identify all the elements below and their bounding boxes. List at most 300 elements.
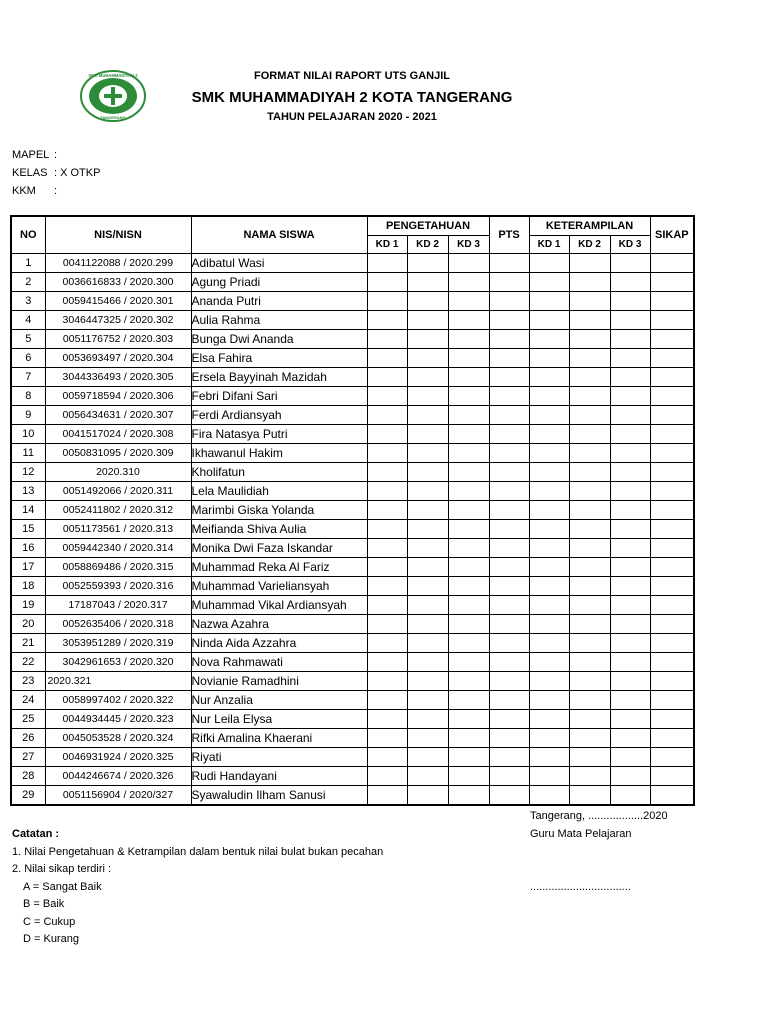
keterampilan-kd2-cell[interactable]: [569, 729, 610, 748]
pengetahuan-kd1-cell[interactable]: [367, 273, 407, 292]
keterampilan-kd1-cell[interactable]: [529, 387, 569, 406]
table-row: [11, 501, 694, 520]
pengetahuan-kd3-cell[interactable]: [448, 596, 489, 615]
header-k-kd1: KD 1: [529, 236, 569, 254]
keterampilan-kd1-cell[interactable]: [529, 311, 569, 330]
student-no: 9: [11, 406, 45, 425]
pengetahuan-kd2-cell[interactable]: [407, 254, 448, 273]
pengetahuan-kd2-cell[interactable]: [407, 691, 448, 710]
student-name: Fira Natasya Putri: [191, 425, 367, 444]
sikap-cell-cell[interactable]: [650, 482, 694, 501]
pengetahuan-kd1-cell[interactable]: [367, 786, 407, 806]
pts-cell-cell[interactable]: [489, 710, 529, 729]
keterampilan-kd3-cell[interactable]: [610, 577, 650, 596]
keterampilan-kd1-cell[interactable]: [529, 368, 569, 387]
pengetahuan-kd3-cell[interactable]: [448, 292, 489, 311]
school-name: SMK MUHAMMADIYAH 2 KOTA TANGERANG: [191, 89, 513, 106]
keterampilan-kd1-cell[interactable]: [529, 406, 569, 425]
pts-cell-cell[interactable]: [489, 558, 529, 577]
student-no: 21: [11, 634, 45, 653]
header-nama: NAMA SISWA: [191, 216, 367, 254]
header-no: NO: [11, 216, 45, 254]
pengetahuan-kd3-cell[interactable]: [448, 729, 489, 748]
pengetahuan-kd1-cell[interactable]: [367, 691, 407, 710]
student-no: 15: [11, 520, 45, 539]
pengetahuan-kd3-cell[interactable]: [448, 558, 489, 577]
meta-info: [12, 146, 100, 200]
pts-cell-cell[interactable]: [489, 330, 529, 349]
pengetahuan-kd3-cell[interactable]: [448, 501, 489, 520]
sikap-cell-cell[interactable]: [650, 368, 694, 387]
student-nis: 0050831095 / 2020.309: [45, 444, 191, 463]
student-nis: 3042961653 / 2020.320: [45, 653, 191, 672]
sikap-cell-cell[interactable]: [650, 748, 694, 767]
keterampilan-kd2-cell[interactable]: [569, 767, 610, 786]
sikap-cell-cell[interactable]: [650, 729, 694, 748]
sikap-cell-cell[interactable]: [650, 615, 694, 634]
pengetahuan-kd1-cell[interactable]: [367, 501, 407, 520]
pengetahuan-kd3-cell[interactable]: [448, 368, 489, 387]
sikap-cell-cell[interactable]: [650, 273, 694, 292]
keterampilan-kd2-cell[interactable]: [569, 596, 610, 615]
pengetahuan-kd2-cell[interactable]: [407, 482, 448, 501]
keterampilan-kd1-cell[interactable]: [529, 786, 569, 806]
pts-cell-cell[interactable]: [489, 748, 529, 767]
pengetahuan-kd2-cell[interactable]: [407, 463, 448, 482]
keterampilan-kd3-cell[interactable]: [610, 444, 650, 463]
pengetahuan-kd2-cell[interactable]: [407, 387, 448, 406]
pts-cell-cell[interactable]: [489, 292, 529, 311]
pengetahuan-kd1-cell[interactable]: [367, 254, 407, 273]
keterampilan-kd3-cell[interactable]: [610, 596, 650, 615]
student-nis: 0051156904 / 2020/327: [45, 786, 191, 806]
pengetahuan-kd2-cell[interactable]: [407, 273, 448, 292]
sikap-cell-cell[interactable]: [650, 387, 694, 406]
keterampilan-kd3-cell[interactable]: [610, 292, 650, 311]
note-item-2: 2. Nilai sikap terdiri :: [12, 863, 112, 875]
pengetahuan-kd1-cell[interactable]: [367, 425, 407, 444]
header-k-kd3: KD 3: [610, 236, 650, 254]
pts-cell-cell[interactable]: [489, 273, 529, 292]
pengetahuan-kd2-cell[interactable]: [407, 634, 448, 653]
pts-cell-cell[interactable]: [489, 311, 529, 330]
keterampilan-kd1-cell[interactable]: [529, 615, 569, 634]
keterampilan-kd1-cell[interactable]: [529, 292, 569, 311]
keterampilan-kd1-cell[interactable]: [529, 577, 569, 596]
student-no: 3: [11, 292, 45, 311]
pts-cell-cell[interactable]: [489, 729, 529, 748]
pengetahuan-kd2-cell[interactable]: [407, 292, 448, 311]
sikap-cell-cell[interactable]: [650, 463, 694, 482]
sikap-cell-cell[interactable]: [650, 444, 694, 463]
keterampilan-kd1-cell[interactable]: [529, 558, 569, 577]
keterampilan-kd3-cell[interactable]: [610, 482, 650, 501]
student-no: 27: [11, 748, 45, 767]
keterampilan-kd1-cell[interactable]: [529, 463, 569, 482]
keterampilan-kd2-cell[interactable]: [569, 634, 610, 653]
student-nis: 0036616833 / 2020.300: [45, 273, 191, 292]
keterampilan-kd3-cell[interactable]: [610, 615, 650, 634]
keterampilan-kd2-cell[interactable]: [569, 615, 610, 634]
keterampilan-kd3-cell[interactable]: [610, 539, 650, 558]
keterampilan-kd1-cell[interactable]: [529, 691, 569, 710]
student-no: 12: [11, 463, 45, 482]
logo-text-bottom: TANGERANG: [100, 115, 126, 120]
student-nis: 3053951289 / 2020.319: [45, 634, 191, 653]
pts-cell-cell[interactable]: [489, 254, 529, 273]
student-name: Syawaludin Ilham Sanusi: [191, 786, 367, 806]
student-nis: 0059442340 / 2020.314: [45, 539, 191, 558]
student-no: 7: [11, 368, 45, 387]
student-nis: 0045053528 / 2020.324: [45, 729, 191, 748]
keterampilan-kd2-cell[interactable]: [569, 273, 610, 292]
sikap-cell-cell[interactable]: [650, 292, 694, 311]
pengetahuan-kd3-cell[interactable]: [448, 482, 489, 501]
keterampilan-kd1-cell[interactable]: [529, 444, 569, 463]
keterampilan-kd3-cell[interactable]: [610, 425, 650, 444]
header-pts: PTS: [489, 216, 529, 254]
pengetahuan-kd1-cell[interactable]: [367, 634, 407, 653]
keterampilan-kd2-cell[interactable]: [569, 710, 610, 729]
pengetahuan-kd1-cell[interactable]: [367, 387, 407, 406]
keterampilan-kd2-cell[interactable]: [569, 311, 610, 330]
sikap-cell-cell[interactable]: [650, 786, 694, 806]
keterampilan-kd1-cell[interactable]: [529, 672, 569, 691]
student-nis: 0052559393 / 2020.316: [45, 577, 191, 596]
sikap-cell-cell[interactable]: [650, 577, 694, 596]
student-no: 20: [11, 615, 45, 634]
pengetahuan-kd2-cell[interactable]: [407, 368, 448, 387]
pts-cell-cell[interactable]: [489, 634, 529, 653]
pengetahuan-kd2-cell[interactable]: [407, 539, 448, 558]
keterampilan-kd2-cell[interactable]: [569, 463, 610, 482]
pengetahuan-kd2-cell[interactable]: [407, 596, 448, 615]
pengetahuan-kd3-cell[interactable]: [448, 330, 489, 349]
keterampilan-kd1-cell[interactable]: [529, 634, 569, 653]
pengetahuan-kd1-cell[interactable]: [367, 311, 407, 330]
pengetahuan-kd2-cell[interactable]: [407, 349, 448, 368]
keterampilan-kd1-cell[interactable]: [529, 596, 569, 615]
pts-cell-cell[interactable]: [489, 444, 529, 463]
pengetahuan-kd3-cell[interactable]: [448, 615, 489, 634]
keterampilan-kd1-cell[interactable]: [529, 254, 569, 273]
keterampilan-kd1-cell[interactable]: [529, 653, 569, 672]
sikap-cell-cell[interactable]: [650, 311, 694, 330]
student-nis: 0041122088 / 2020.299: [45, 254, 191, 273]
note-item-1: 1. Nilai Pengetahuan & Ketrampilan dalam bentuk nilai bulat bukan pecahan: [12, 845, 384, 858]
pts-cell-cell[interactable]: [489, 501, 529, 520]
pts-cell-cell[interactable]: [489, 577, 529, 596]
pengetahuan-kd2-cell[interactable]: [407, 748, 448, 767]
table-row: [11, 482, 694, 501]
sikap-cell-cell[interactable]: [650, 558, 694, 577]
pengetahuan-kd1-cell[interactable]: [367, 767, 407, 786]
table-row: [11, 786, 694, 806]
student-no: 10: [11, 425, 45, 444]
pengetahuan-kd3-cell[interactable]: [448, 273, 489, 292]
sikap-cell-cell[interactable]: [650, 406, 694, 425]
pts-cell-cell[interactable]: [489, 520, 529, 539]
pengetahuan-kd3-cell[interactable]: [448, 387, 489, 406]
pengetahuan-kd2-cell[interactable]: [407, 558, 448, 577]
pts-cell-cell[interactable]: [489, 672, 529, 691]
student-name: Nur Anzalia: [191, 691, 367, 710]
keterampilan-kd1-cell[interactable]: [529, 482, 569, 501]
keterampilan-kd3-cell[interactable]: [610, 786, 650, 806]
pengetahuan-kd3-cell[interactable]: [448, 425, 489, 444]
table-row: [11, 615, 694, 634]
sikap-cell-cell[interactable]: [650, 710, 694, 729]
pengetahuan-kd1-cell[interactable]: [367, 577, 407, 596]
pts-cell-cell[interactable]: [489, 406, 529, 425]
keterampilan-kd3-cell[interactable]: [610, 653, 650, 672]
sikap-cell-cell[interactable]: [650, 254, 694, 273]
grade-c: C = Cukup: [23, 915, 76, 928]
pengetahuan-kd3-cell[interactable]: [448, 311, 489, 330]
keterampilan-kd3-cell[interactable]: [610, 387, 650, 406]
pengetahuan-kd1-cell[interactable]: [367, 406, 407, 425]
pengetahuan-kd3-cell[interactable]: [448, 520, 489, 539]
student-name: Monika Dwi Faza Iskandar: [191, 539, 367, 558]
keterampilan-kd2-cell[interactable]: [569, 387, 610, 406]
pengetahuan-kd3-cell[interactable]: [448, 653, 489, 672]
pengetahuan-kd3-cell[interactable]: [448, 539, 489, 558]
keterampilan-kd2-cell[interactable]: [569, 577, 610, 596]
keterampilan-kd1-cell[interactable]: [529, 330, 569, 349]
table-row: [11, 634, 694, 653]
student-no: 17: [11, 558, 45, 577]
pts-cell-cell[interactable]: [489, 615, 529, 634]
pengetahuan-kd1-cell[interactable]: [367, 653, 407, 672]
kkm-value: :: [54, 185, 58, 197]
pengetahuan-kd1-cell[interactable]: [367, 748, 407, 767]
keterampilan-kd2-cell[interactable]: [569, 444, 610, 463]
keterampilan-kd3-cell[interactable]: [610, 748, 650, 767]
pengetahuan-kd1-cell[interactable]: [367, 539, 407, 558]
kelas-value: : X OTKP: [54, 167, 101, 179]
pts-cell-cell[interactable]: [489, 482, 529, 501]
pengetahuan-kd2-cell[interactable]: [407, 444, 448, 463]
keterampilan-kd3-cell[interactable]: [610, 558, 650, 577]
keterampilan-kd2-cell[interactable]: [569, 330, 610, 349]
logo-text-top: SMK MUHAMMADIYAH 2: [88, 73, 138, 78]
pts-cell-cell[interactable]: [489, 767, 529, 786]
pts-cell-cell[interactable]: [489, 368, 529, 387]
pengetahuan-kd1-cell[interactable]: [367, 482, 407, 501]
keterampilan-kd2-cell[interactable]: [569, 558, 610, 577]
pengetahuan-kd2-cell[interactable]: [407, 330, 448, 349]
pengetahuan-kd3-cell[interactable]: [448, 349, 489, 368]
student-name: Muhammad Reka Al Fariz: [191, 558, 367, 577]
pts-cell-cell[interactable]: [489, 691, 529, 710]
sikap-cell-cell[interactable]: [650, 767, 694, 786]
keterampilan-kd3-cell[interactable]: [610, 254, 650, 273]
pengetahuan-kd3-cell[interactable]: [448, 577, 489, 596]
grade-b: B = Baik: [23, 898, 65, 910]
keterampilan-kd2-cell[interactable]: [569, 368, 610, 387]
pts-cell-cell[interactable]: [489, 387, 529, 406]
pts-cell-cell[interactable]: [489, 349, 529, 368]
student-no: 5: [11, 330, 45, 349]
keterampilan-kd1-cell[interactable]: [529, 729, 569, 748]
student-no: 4: [11, 311, 45, 330]
keterampilan-kd2-cell[interactable]: [569, 539, 610, 558]
keterampilan-kd1-cell[interactable]: [529, 425, 569, 444]
pengetahuan-kd2-cell[interactable]: [407, 710, 448, 729]
student-nis: 0053693497 / 2020.304: [45, 349, 191, 368]
sikap-cell-cell[interactable]: [650, 634, 694, 653]
pengetahuan-kd2-cell[interactable]: [407, 520, 448, 539]
keterampilan-kd2-cell[interactable]: [569, 672, 610, 691]
pts-cell-cell[interactable]: [489, 653, 529, 672]
pengetahuan-kd2-cell[interactable]: [407, 311, 448, 330]
pengetahuan-kd3-cell[interactable]: [448, 672, 489, 691]
keterampilan-kd3-cell[interactable]: [610, 311, 650, 330]
keterampilan-kd2-cell[interactable]: [569, 520, 610, 539]
pengetahuan-kd1-cell[interactable]: [367, 520, 407, 539]
pengetahuan-kd3-cell[interactable]: [448, 463, 489, 482]
student-name: Rifki Amalina Khaerani: [191, 729, 367, 748]
pengetahuan-kd2-cell[interactable]: [407, 425, 448, 444]
keterampilan-kd2-cell[interactable]: [569, 349, 610, 368]
keterampilan-kd3-cell[interactable]: [610, 634, 650, 653]
keterampilan-kd2-cell[interactable]: [569, 691, 610, 710]
table-row: [11, 596, 694, 615]
header-p-kd3: KD 3: [448, 236, 489, 254]
pengetahuan-kd2-cell[interactable]: [407, 729, 448, 748]
keterampilan-kd1-cell[interactable]: [529, 710, 569, 729]
keterampilan-kd3-cell[interactable]: [610, 330, 650, 349]
pengetahuan-kd1-cell[interactable]: [367, 672, 407, 691]
sikap-cell-cell[interactable]: [650, 596, 694, 615]
sikap-cell-cell[interactable]: [650, 330, 694, 349]
pengetahuan-kd3-cell[interactable]: [448, 406, 489, 425]
table-row: [11, 292, 694, 311]
pengetahuan-kd2-cell[interactable]: [407, 577, 448, 596]
pengetahuan-kd3-cell[interactable]: [448, 748, 489, 767]
sikap-cell-cell[interactable]: [650, 672, 694, 691]
student-nis: 0051492066 / 2020.311: [45, 482, 191, 501]
pengetahuan-kd3-cell[interactable]: [448, 691, 489, 710]
pengetahuan-kd1-cell[interactable]: [367, 463, 407, 482]
sikap-cell-cell[interactable]: [650, 501, 694, 520]
student-no: 22: [11, 653, 45, 672]
keterampilan-kd1-cell[interactable]: [529, 539, 569, 558]
keterampilan-kd3-cell[interactable]: [610, 520, 650, 539]
pengetahuan-kd3-cell[interactable]: [448, 767, 489, 786]
pengetahuan-kd2-cell[interactable]: [407, 615, 448, 634]
keterampilan-kd2-cell[interactable]: [569, 425, 610, 444]
keterampilan-kd3-cell[interactable]: [610, 767, 650, 786]
keterampilan-kd1-cell[interactable]: [529, 767, 569, 786]
student-name: Febri Difani Sari: [191, 387, 367, 406]
student-no: 29: [11, 786, 45, 806]
student-nis: 2020.321: [45, 672, 191, 691]
keterampilan-kd1-cell[interactable]: [529, 748, 569, 767]
keterampilan-kd3-cell[interactable]: [610, 368, 650, 387]
sikap-cell-cell[interactable]: [650, 520, 694, 539]
pts-cell-cell[interactable]: [489, 425, 529, 444]
keterampilan-kd2-cell[interactable]: [569, 748, 610, 767]
table-row: [11, 254, 694, 273]
pengetahuan-kd2-cell[interactable]: [407, 406, 448, 425]
pengetahuan-kd1-cell[interactable]: [367, 729, 407, 748]
pengetahuan-kd1-cell[interactable]: [367, 710, 407, 729]
keterampilan-kd1-cell[interactable]: [529, 349, 569, 368]
pengetahuan-kd1-cell[interactable]: [367, 349, 407, 368]
pengetahuan-kd2-cell[interactable]: [407, 653, 448, 672]
pengetahuan-kd1-cell[interactable]: [367, 596, 407, 615]
student-nis: 17187043 / 2020.317: [45, 596, 191, 615]
keterampilan-kd3-cell[interactable]: [610, 729, 650, 748]
keterampilan-kd3-cell[interactable]: [610, 406, 650, 425]
keterampilan-kd3-cell[interactable]: [610, 710, 650, 729]
header-keterampilan: KETERAMPILAN: [529, 216, 650, 236]
keterampilan-kd1-cell[interactable]: [529, 501, 569, 520]
pengetahuan-kd1-cell[interactable]: [367, 292, 407, 311]
keterampilan-kd3-cell[interactable]: [610, 273, 650, 292]
keterampilan-kd2-cell[interactable]: [569, 406, 610, 425]
keterampilan-kd2-cell[interactable]: [569, 292, 610, 311]
pengetahuan-kd1-cell[interactable]: [367, 444, 407, 463]
kkm-label: KKM: [12, 185, 36, 197]
keterampilan-kd2-cell[interactable]: [569, 254, 610, 273]
pengetahuan-kd3-cell[interactable]: [448, 254, 489, 273]
pengetahuan-kd1-cell[interactable]: [367, 558, 407, 577]
keterampilan-kd2-cell[interactable]: [569, 653, 610, 672]
pengetahuan-kd2-cell[interactable]: [407, 767, 448, 786]
student-no: 16: [11, 539, 45, 558]
sikap-cell-cell[interactable]: [650, 691, 694, 710]
student-name: Ninda Aida Azzahra: [191, 634, 367, 653]
pengetahuan-kd3-cell[interactable]: [448, 444, 489, 463]
pengetahuan-kd3-cell[interactable]: [448, 634, 489, 653]
sikap-cell-cell[interactable]: [650, 539, 694, 558]
pengetahuan-kd1-cell[interactable]: [367, 615, 407, 634]
keterampilan-kd2-cell[interactable]: [569, 786, 610, 806]
keterampilan-kd3-cell[interactable]: [610, 349, 650, 368]
keterampilan-kd1-cell[interactable]: [529, 273, 569, 292]
keterampilan-kd1-cell[interactable]: [529, 520, 569, 539]
sikap-cell-cell[interactable]: [650, 653, 694, 672]
pts-cell-cell[interactable]: [489, 786, 529, 806]
keterampilan-kd3-cell[interactable]: [610, 672, 650, 691]
pts-cell-cell[interactable]: [489, 463, 529, 482]
table-row: [11, 558, 694, 577]
pengetahuan-kd3-cell[interactable]: [448, 786, 489, 806]
keterampilan-kd3-cell[interactable]: [610, 463, 650, 482]
academic-year: TAHUN PELAJARAN 2020 - 2021: [267, 111, 437, 123]
pengetahuan-kd2-cell[interactable]: [407, 672, 448, 691]
keterampilan-kd3-cell[interactable]: [610, 501, 650, 520]
pts-cell-cell[interactable]: [489, 539, 529, 558]
table-row: [11, 748, 694, 767]
pengetahuan-kd2-cell[interactable]: [407, 786, 448, 806]
sikap-cell-cell[interactable]: [650, 425, 694, 444]
keterampilan-kd2-cell[interactable]: [569, 482, 610, 501]
pengetahuan-kd1-cell[interactable]: [367, 368, 407, 387]
student-name: Nur Leila Elysa: [191, 710, 367, 729]
student-no: 26: [11, 729, 45, 748]
pengetahuan-kd3-cell[interactable]: [448, 710, 489, 729]
keterampilan-kd3-cell[interactable]: [610, 691, 650, 710]
sikap-cell-cell[interactable]: [650, 349, 694, 368]
student-nis: 3044336493 / 2020.305: [45, 368, 191, 387]
keterampilan-kd2-cell[interactable]: [569, 501, 610, 520]
pengetahuan-kd2-cell[interactable]: [407, 501, 448, 520]
pengetahuan-kd1-cell[interactable]: [367, 330, 407, 349]
pts-cell-cell[interactable]: [489, 596, 529, 615]
